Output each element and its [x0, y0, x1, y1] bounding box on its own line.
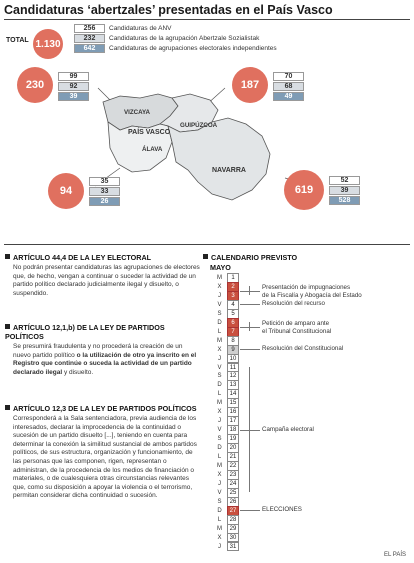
calendar-connector: [240, 510, 260, 511]
calendar-day: 13: [227, 380, 239, 390]
navarra-box-sozialistak: 39: [329, 186, 360, 195]
article-12-1-section: [5, 323, 200, 377]
label-alava: ÁLAVA: [142, 146, 163, 153]
calendar-event-constitucional: Resolución del Constitucional: [262, 345, 344, 353]
calendar-dow: X: [217, 534, 222, 541]
circle-navarra: [284, 170, 324, 210]
legend-sozialistak: Candidaturas de la agrupación Abertzale Sozialistak: [109, 35, 260, 42]
calendar-day: 27: [227, 506, 239, 516]
title-divider: [4, 19, 410, 20]
calendar-dow: X: [217, 283, 222, 290]
total-box-independientes: 642: [74, 44, 105, 53]
bizkaia-total: 230: [25, 79, 45, 91]
calendar-day: 10: [227, 354, 239, 364]
calendar-day: 23: [227, 470, 239, 480]
calendar-month: MAYO: [210, 263, 231, 272]
gipuzkoa-total: 187: [240, 79, 260, 91]
calendar-day: 6: [227, 318, 239, 328]
circle-bizkaia: [17, 67, 53, 103]
navarra-total: 619: [294, 184, 314, 196]
navarra-box-anv: 52: [329, 176, 360, 185]
gipuzkoa-box-independientes: 49: [273, 92, 304, 101]
calendar-dow: J: [218, 480, 221, 487]
calendar-event-recurso: Resolución del recurso: [262, 300, 325, 308]
calendar-dow: J: [218, 543, 221, 550]
calendar-dow: S: [217, 373, 222, 380]
calendar-event-amparo: Petición de amparo ante el Tribunal Constitucional: [262, 319, 332, 335]
calendar-event-campana: Campaña electoral: [262, 425, 314, 433]
calendar-dow: M: [217, 275, 222, 281]
calendar-day: 25: [227, 488, 239, 498]
calendar-dow: V: [217, 427, 222, 434]
article-44-heading: ARTÍCULO 44,4 DE LA LEY ELECTORAL: [5, 253, 200, 262]
total-box-sozialistak: 232: [74, 34, 105, 43]
calendar-day: 1: [227, 273, 239, 283]
calendar-dow: V: [217, 364, 222, 371]
bizkaia-box-anv: 99: [58, 72, 89, 81]
calendar-dow: X: [217, 409, 222, 416]
article-44-section: [5, 253, 200, 298]
bizkaia-box-independientes: 39: [58, 92, 89, 101]
article-12-1-emphasis: o la utilización de otro ya inscrito en el Registro que continúe o suceda la actividad de un partido declarado ilegal: [13, 351, 197, 376]
alava-total: 94: [59, 185, 73, 197]
page-title: Candidaturas ‘abertzales’ presentadas en el País Vasco: [4, 3, 333, 17]
calendar-day: 11: [227, 363, 239, 373]
calendar-dow: L: [217, 516, 222, 523]
calendar-dow: J: [218, 292, 221, 299]
label-navarra: NAVARRA: [212, 167, 246, 174]
gipuzkoa-box-sozialistak: 68: [273, 82, 304, 91]
calendar-connector: [240, 291, 260, 292]
calendar-day: 19: [227, 434, 239, 444]
calendar-dow: S: [217, 436, 222, 443]
calendar-day: 17: [227, 416, 239, 426]
calendar-dow: V: [217, 489, 222, 496]
article-12-3-section: [5, 404, 200, 501]
calendar-day: 20: [227, 443, 239, 453]
article-44-body: No podrán presentar candidaturas las agrupaciones de electores que, de hecho, vengan a continuar o suceder la actividad de un partido político declarado judicialmente ilegal y disuelto, o suspendido.: [13, 264, 200, 297]
bullet-icon: [5, 324, 10, 329]
calendar-day: 4: [227, 300, 239, 310]
calendar-day: 22: [227, 461, 239, 471]
calendar-dow: M: [217, 525, 222, 532]
legend-anv: Candidaturas de ANV: [109, 25, 172, 32]
calendar-day: 8: [227, 336, 239, 346]
legend-independientes: Candidaturas de agrupaciones electorales independientes: [109, 45, 277, 52]
calendar-dow: J: [218, 418, 221, 425]
calendar-connector: [240, 304, 260, 305]
label-pais-vasco: PAÍS VASCO: [128, 129, 171, 136]
calendar-day: 31: [227, 542, 239, 552]
calendar-dow: S: [217, 310, 222, 317]
calendar-day: 29: [227, 524, 239, 534]
circle-gipuzkoa: [232, 67, 268, 103]
calendar-dow: D: [217, 382, 222, 389]
navarra-box-independientes: 528: [329, 196, 360, 205]
calendar-day: 18: [227, 425, 239, 435]
calendar-dow: D: [217, 319, 222, 326]
label-vizcaya: VIZCAYA: [124, 109, 151, 116]
calendar-connector: [240, 430, 260, 431]
calendar-day: 28: [227, 515, 239, 525]
article-12-1-heading: ARTÍCULO 12,1,b) DE LA LEY DE PARTIDOS POLÍTICOS: [5, 323, 165, 341]
calendar-dow: M: [217, 337, 222, 344]
calendar-event-impugnaciones: Presentación de impugnaciones de la Fiscalía y Abogacía del Estado: [262, 283, 362, 299]
alava-box-sozialistak: 33: [89, 187, 120, 196]
article-12-3-heading: ARTÍCULO 12,3 DE LA LEY DE PARTIDOS POLÍTICOS: [5, 404, 200, 413]
calendar-dow: M: [217, 400, 222, 407]
total-value: 1.130: [35, 38, 61, 50]
calendar-day: 3: [227, 291, 239, 301]
calendar-heading: CALENDARIO PREVISTO: [203, 253, 297, 262]
alava-box-anv: 35: [89, 177, 120, 186]
calendar-dow: X: [217, 471, 222, 478]
calendar-day: 30: [227, 533, 239, 543]
bullet-icon: [203, 254, 208, 259]
footer-credit: EL PAÍS: [383, 552, 406, 558]
calendar-dow: V: [217, 301, 222, 308]
alava-box-independientes: 26: [89, 197, 120, 206]
calendar-day: 14: [227, 389, 239, 399]
calendar-connector: [240, 349, 260, 350]
calendar-day: 5: [227, 309, 239, 319]
total-box-anv: 256: [74, 24, 105, 33]
article-12-1-body: Se presumirá fraudulenta y no procederá la creación de un nuevo partido político o la utilización de otro ya inscrito en el Registro que continúe o suceda la actividad de un partido declarado ilegal y disuelto.: [13, 343, 197, 376]
calendar-connector: [240, 327, 260, 328]
calendar-day: 12: [227, 371, 239, 381]
total-label: TOTAL: [6, 37, 29, 44]
calendar-dow: L: [217, 391, 222, 398]
calendar-day: 7: [227, 327, 239, 337]
map-divider: [4, 244, 410, 245]
bullet-icon: [5, 405, 10, 410]
calendar-day: 15: [227, 398, 239, 408]
bizkaia-box-sozialistak: 92: [58, 82, 89, 91]
calendar-day: 16: [227, 407, 239, 417]
gipuzkoa-box-anv: 70: [273, 72, 304, 81]
circle-alava: [48, 173, 84, 209]
calendar-dow: J: [218, 355, 221, 362]
calendar-day: 24: [227, 479, 239, 489]
calendar-day: 9: [227, 345, 239, 355]
calendar-day: 26: [227, 497, 239, 507]
calendar-dow: S: [217, 498, 222, 505]
bullet-icon: [5, 254, 10, 259]
calendar-dow: M: [217, 462, 222, 469]
total-circle: [33, 29, 63, 59]
calendar-dow: D: [217, 445, 222, 452]
calendar-dow: L: [217, 328, 222, 335]
calendar-dow: L: [217, 454, 222, 460]
label-guipuzcoa: GUIPÚZCOA: [180, 122, 218, 129]
calendar-dow: D: [217, 507, 222, 514]
article-12-3-body: Corresponderá a la Sala sentenciadora, previa audiencia de los interesados, declarar la improcedencia de la continuidad o sucesión de un partido disuelto [...], teniendo en cuenta para determinar la conexión la similitud sustancial de ambos partidos políticos, de sus estructura, organización y funcionamiento, de las personas que las componen, rigen, representan o administran, de la procedencia de los medios de financiación o materiales, o de cualesquiera otras circunstancias relevantes que, como su disposición a apoyar la violencia o el terrorismo, permitan considerar dicha continuidad o sucesión.: [13, 415, 197, 500]
calendar-event-elecciones: ELECCIONES: [262, 506, 302, 514]
calendar-dow: X: [217, 346, 222, 353]
calendar-day: 21: [227, 452, 239, 462]
calendar-day: 2: [227, 282, 239, 292]
